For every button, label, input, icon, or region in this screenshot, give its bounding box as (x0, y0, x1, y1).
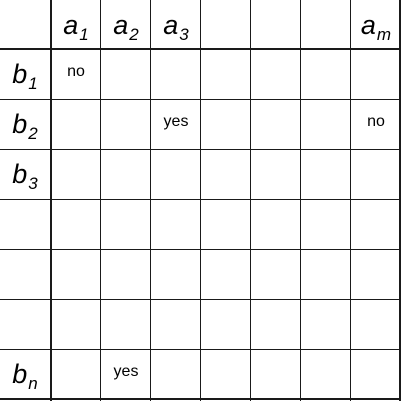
matrix-cell (101, 197, 151, 247)
matrix-cell (301, 347, 351, 397)
column-header (51, 0, 101, 50)
column-header-subscript: 3 (179, 24, 189, 44)
matrix-cell (51, 247, 101, 297)
column-header (251, 0, 301, 50)
column-header (301, 0, 351, 50)
row-header (0, 299, 50, 349)
matrix-cell (101, 147, 151, 197)
matrix-cell (151, 347, 201, 397)
matrix-cell (101, 297, 151, 347)
matrix-cell (151, 247, 201, 297)
column-header-base: a (360, 9, 376, 40)
row-header-subscript: 3 (28, 173, 38, 193)
row-header (0, 349, 50, 399)
column-header (351, 0, 401, 50)
matrix-cell (201, 197, 251, 247)
matrix-cell (301, 197, 351, 247)
matrix-cell (201, 297, 251, 347)
row-header (0, 199, 50, 249)
matrix-cell (151, 297, 201, 347)
row-header (0, 49, 50, 99)
bottom-border (0, 398, 401, 400)
matrix-cell (101, 97, 151, 147)
matrix-cell (201, 147, 251, 197)
matrix-cell (251, 197, 301, 247)
matrix-cell (101, 47, 151, 97)
matrix-cell (201, 97, 251, 147)
column-header-subscript: 2 (129, 24, 139, 44)
matrix-cell (51, 197, 101, 247)
matrix-cell (301, 47, 351, 97)
matrix-cell (51, 347, 101, 397)
matrix-cell: yes (163, 113, 189, 130)
row-header (0, 249, 50, 299)
matrix-cell (101, 247, 151, 297)
matrix-cell (51, 97, 101, 147)
row-header-base: b (12, 58, 28, 89)
column-header-base: a (63, 9, 79, 40)
matrix-cell (201, 347, 251, 397)
row-header-base: b (12, 108, 28, 139)
matrix-cell (201, 247, 251, 297)
matrix-cell (351, 247, 401, 297)
matrix-cell (251, 247, 301, 297)
matrix-cell (301, 247, 351, 297)
matrix-cell (151, 197, 201, 247)
matrix-cell (351, 197, 401, 247)
row-header-subscript: n (28, 373, 38, 393)
matrix-cell (301, 97, 351, 147)
row-header-subscript: 2 (28, 123, 38, 143)
matrix-cell (351, 347, 401, 397)
matrix-cell (151, 147, 201, 197)
matrix-cell: no (67, 63, 85, 80)
row-header-subscript: 1 (28, 73, 38, 93)
row-header-base: b (12, 358, 28, 389)
row-header (0, 99, 50, 149)
matrix-cell (251, 97, 301, 147)
matrix-cell: yes (113, 363, 139, 380)
matrix-cell (251, 297, 301, 347)
row-header-base: b (12, 158, 28, 189)
matrix-cell (351, 47, 401, 97)
matrix-cell (351, 297, 401, 347)
matrix-cell (351, 147, 401, 197)
matrix-cell (251, 47, 301, 97)
matrix-cell (51, 297, 101, 347)
matrix-cell: no (367, 113, 385, 130)
column-header (101, 0, 151, 50)
column-header-subscript: 1 (79, 24, 89, 44)
matrix-cell (301, 147, 351, 197)
column-header (151, 0, 201, 50)
column-header-subscript: m (376, 24, 392, 44)
matrix-cell (51, 147, 101, 197)
row-header (0, 149, 50, 199)
matrix-cell (251, 347, 301, 397)
matrix-cell (151, 47, 201, 97)
matrix-cell (251, 147, 301, 197)
matrix-cell (201, 47, 251, 97)
matrix-cell (301, 297, 351, 347)
column-header-base: a (163, 9, 179, 40)
column-header (201, 0, 251, 50)
column-header-base: a (113, 9, 129, 40)
